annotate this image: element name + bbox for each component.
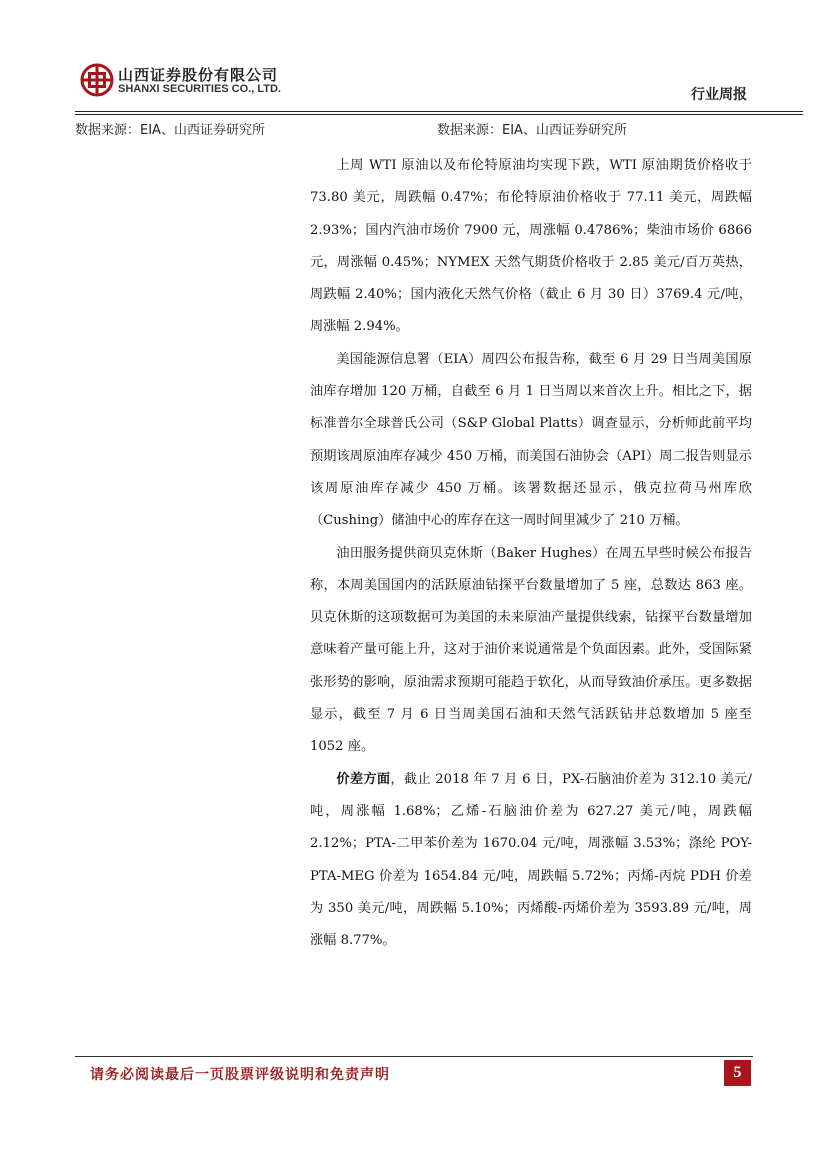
spread-text: ，截止 2018 年 7 月 6 日，PX-石脑油价差为 312.10 美元/吨，周涨幅 1.68%；乙烯-石脑油价差为 627.27 美元/吨，周跌幅 2.12%；PTA-二甲苯价差为 1670.04 元/吨，周涨幅 3.53%；涤纶 POY-PTA-MEG 价差为 1654.84 元/吨，周跌幅 5.72%；丙烯-丙烷 PDH 价差为 350 美元/吨，周跌幅 5.10%；丙烯酸-丙烯价差为 3593.89 元/吨，周涨幅 8.77%。 — [310, 771, 753, 949]
paragraph-baker-hughes: 油田服务提供商贝克休斯（Baker Hughes）在周五早些时候公布报告称，本周美国国内的活跃原油钻探平台数量增加了 5 座，总数达 863 座。贝克休斯的这项数据可为美国的未来原油产量提供线索，钻探平台数量增加意味着产量可能上升，这对于油价来说通常是个负面因素。此外，受国际紧张形势的影响，原油需求预期可能趋于软化，从而导致油价承压。更多数据显示，截至 7 月 6 日当周美国石油和天然气活跃钻井总数增加 5 座至 1052 座。 — [310, 545, 752, 755]
paragraph-eia-report: 美国能源信息署（EIA）周四公布报告称，截至 6 月 29 日当周美国原油库存增加 120 万桶，自截至 6 月 1 日当周以来首次上升。相比之下，据标准普尔全球普氏公司（S&P Global Platts）调查显示，分析师此前平均预期该周原油库存减少 450 万桶，而美国石油协会（API）周二报告则显示该周原油库存减少 450 万桶。该署数据还显示，俄克拉荷马州库欣（Cushing）储油中心的库存在这一周时间里减少了 210 万桶。 — [310, 351, 752, 529]
header-divider-top — [75, 111, 803, 112]
source-note-left: 数据来源：EIA、山西证券研究所 — [75, 123, 265, 138]
company-name-en: SHANXI SECURITIES CO., LTD. — [118, 83, 281, 95]
page-number: 5 — [724, 1060, 751, 1086]
paragraph-oil-prices: 上周 WTI 原油以及布伦特原油均实现下跌，WTI 原油期货价格收于 73.80 美元，周跌幅 0.47%；布伦特原油价格收于 77.11 美元，周跌幅 2.93%；国内汽油市场价 7900 元，周涨幅 0.4786%；柴油市场价 6866 元，周涨幅 0.45%；NYMEX 天然气期货价格收于 2.85 美元/百万英热，周跌幅 2.40%；国内液化天然气价格（截止 6 月 30 日）3769.4 元/吨，周涨幅 2.94%。 — [310, 158, 752, 335]
report-type-label: 行业周报 — [691, 87, 747, 103]
header-divider-bottom — [75, 114, 803, 115]
company-name-cn: 山西证券股份有限公司 — [118, 66, 279, 84]
company-logo-icon — [80, 63, 114, 101]
footer-divider — [75, 1056, 753, 1057]
disclaimer-text: 请务必阅读最后一页股票评级说明和免责声明 — [90, 1067, 390, 1083]
source-note-right: 数据来源：EIA、山西证券研究所 — [437, 123, 627, 138]
spread-heading: 价差方面 — [336, 771, 391, 787]
paragraph-spread — [310, 764, 752, 958]
main-body — [310, 150, 752, 957]
